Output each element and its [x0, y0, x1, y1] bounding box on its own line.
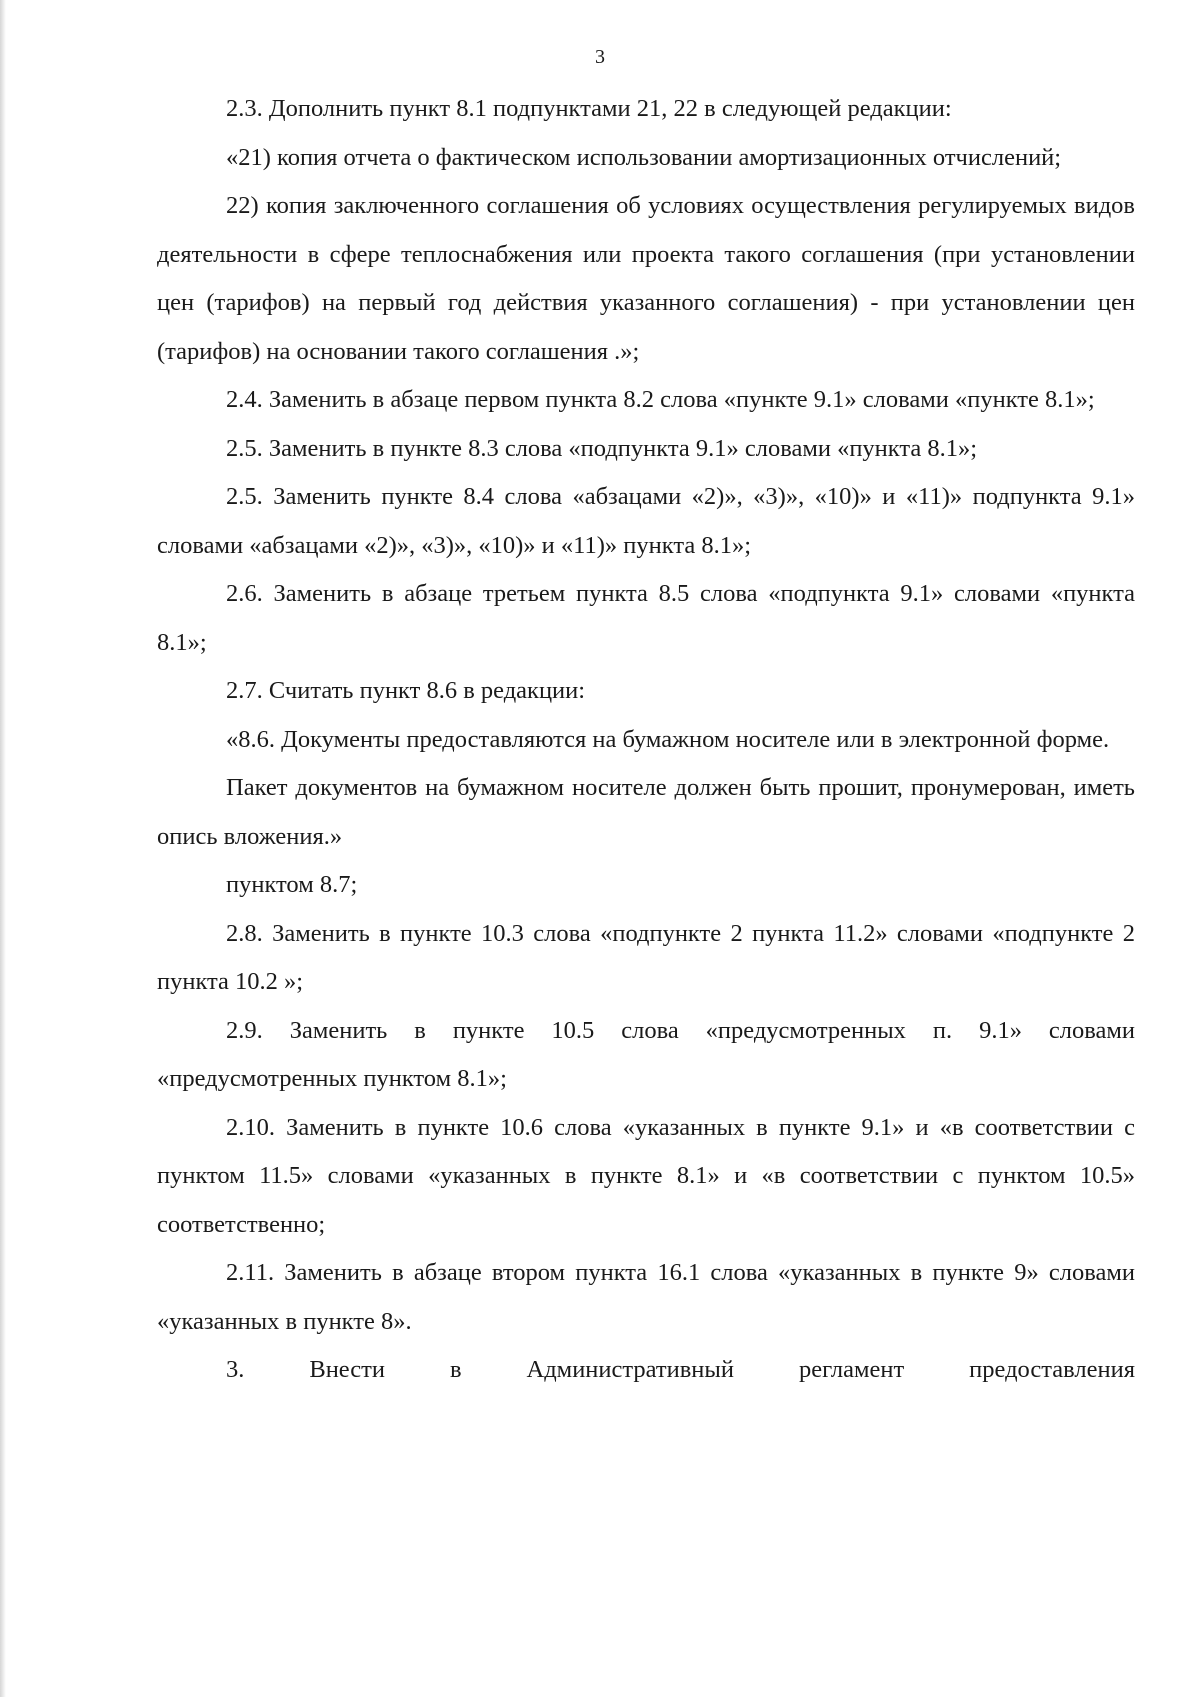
paragraph-subitem-21: «21) копия отчета о фактическом использовании амортизационных отчислений; [226, 143, 1062, 171]
paragraph-2-5a: 2.5. Заменить в пункте 8.3 слова «подпункта 9.1» словами «пункта 8.1»; [226, 434, 978, 462]
paragraph-2-4: 2.4. Заменить в абзаце первом пункта 8.2 слова «пункте 9.1» словами «пункте 8.1»; [226, 386, 1095, 413]
paragraph-item-8-7: пунктом 8.7; [226, 871, 358, 898]
scan-edge [0, 0, 6, 1697]
paragraph-2-5b: 2.5. Заменить пункте 8.4 слова «абзацами «2)», «3)», «10)» и «11)» подпункта 9.1» словами «абзацами «2)», «3)», «10)» и «11)» пункта 8.1»; [157, 483, 1135, 559]
paragraph-subitem-22: 22) копия заключенного соглашения об условиях осуществления регулируемых видов деятельности в сфере теплоснабжения или проекта такого соглашения (при установлении цен (тарифов) на первый год действия указанного соглашения) - при установлении цен (тарифов) на основании такого соглашения .»; [157, 192, 1135, 365]
paragraph-2-8: 2.8. Заменить в пункте 10.3 слова «подпункте 2 пункта 11.2» словами «подпункте 2 пункта 10.2 »; [157, 919, 1135, 995]
page-number: 3 [595, 46, 605, 68]
paragraph-8-6: «8.6. Документы предоставляются на бумажном носителе или в электронной форме. [226, 725, 1110, 753]
paragraph-2-10: 2.10. Заменить в пункте 10.6 слова «указанных в пункте 9.1» и «в соответствии с пунктом 11.5» словами «указанных в пункте 8.1» и «в соответствии с пунктом 10.5» соответственно; [157, 1113, 1135, 1238]
paragraph-2-6: 2.6. Заменить в абзаце третьем пункта 8.5 слова «подпункта 9.1» словами «пункта 8.1»; [157, 580, 1135, 656]
document-body [157, 85, 1135, 1395]
paragraph-2-9: 2.9. Заменить в пункте 10.5 слова «предусмотренных п. 9.1» словами «предусмотренных пунктом 8.1»; [157, 1016, 1135, 1092]
paragraph-2-7: 2.7. Считать пункт 8.6 в редакции: [226, 677, 586, 704]
paragraph-2-3: 2.3. Дополнить пункт 8.1 подпунктами 21, 22 в следующей редакции: [226, 95, 952, 122]
paragraph-2-11: 2.11. Заменить в абзаце втором пункта 16.1 слова «указанных в пункте 9» словами «указанных в пункте 8». [157, 1259, 1135, 1335]
paragraph-package: Пакет документов на бумажном носителе должен быть прошит, пронумерован, иметь опись вложения.» [157, 774, 1135, 850]
paragraph-3: 3. Внести в Административный регламент предоставления [226, 1356, 1135, 1383]
